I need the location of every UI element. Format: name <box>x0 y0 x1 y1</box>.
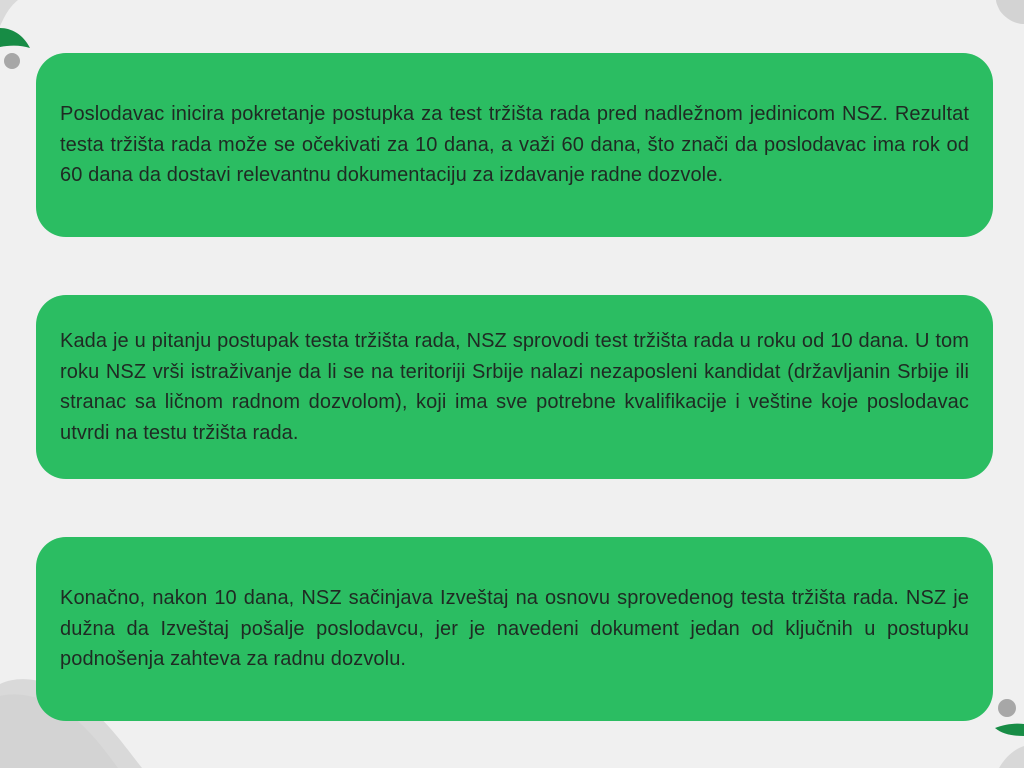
info-card-3 <box>36 537 993 721</box>
info-card-1-text: Poslodavac inicira pokretanje postupka za test tržišta rada pred nadležnom jedinicom NSZ. Rezultat testa tržišta rada može se očekivati za 10 dana, a važi 60 dana, što znači da poslodavac ima rok od 60 dana da dostavi relevantnu dokumentaciju za izdavanje radne dozvole. <box>60 103 969 187</box>
top-right-decoration-icon <box>986 0 1024 24</box>
top-left-decoration-icon <box>0 0 42 80</box>
info-card-2-text: Kada je u pitanju postupak testa tržišta rada, NSZ sprovodi test tržišta rada u roku od 10 dana. U tom roku NSZ vrši istraživanje da li se na teritoriji Srbije nalazi nezaposleni kandidat (državljanin Srbije ili stranac sa ličnom radnom dozvolom), koji ima sve potrebne kvalifikacije i veštine koje poslodavac utvrdi na testu tržišta rada. <box>60 330 969 444</box>
bottom-right-decoration-icon <box>990 696 1024 768</box>
info-card-1 <box>36 53 993 237</box>
info-card-3-text: Konačno, nakon 10 dana, NSZ sačinjava Izveštaj na osnovu sprovedenog testa tržišta rada. NSZ je dužna da Izveštaj pošalje poslodavcu, jer je navedeni dokument jedan od ključnih u postupku podnošenja zahteva za radnu dozvolu. <box>60 587 969 671</box>
info-card-2 <box>36 295 993 479</box>
